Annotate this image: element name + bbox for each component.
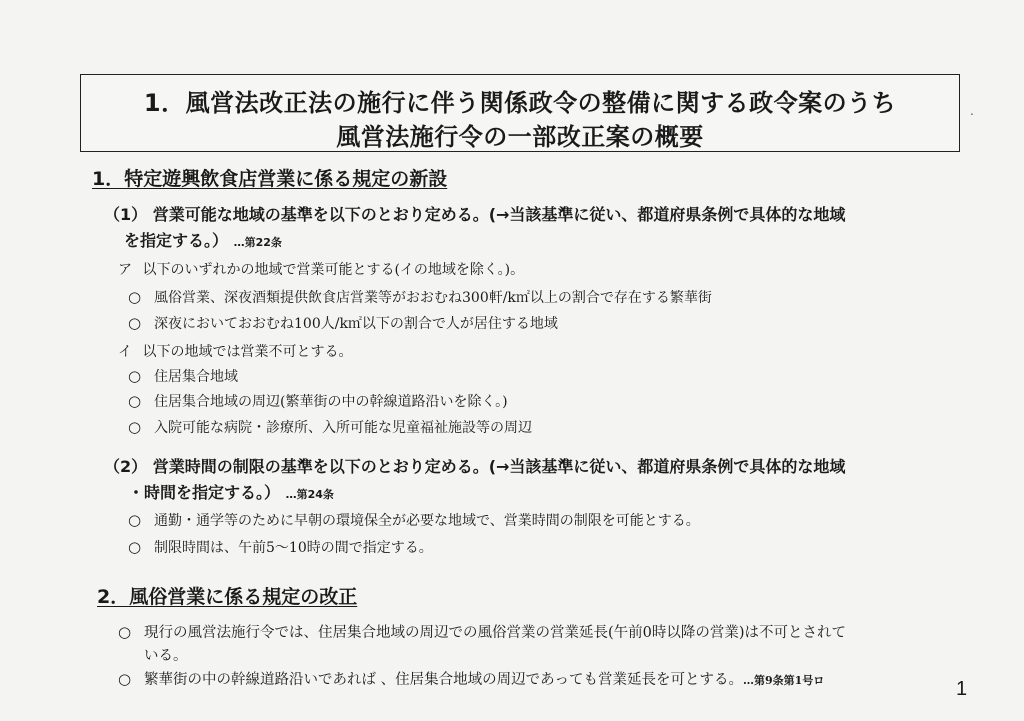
list-item [128,537,433,557]
item1-i-text [118,341,352,361]
title-line-2: 風営法施行令の一部改正案の概要 [336,123,704,151]
section2-reference: …第9条第1号ロ [742,674,825,687]
page-number: 1 [956,678,968,700]
title-box [80,74,960,152]
item1-a-text [118,259,524,279]
item1-reference: …第22条 [233,236,282,249]
list-item-text: 深夜においておおむね100人/k㎡以下の割合で人が居住する地域 [154,316,558,332]
bullet-circle-icon: ○ [128,538,142,556]
bullet-circle-icon: ○ [128,314,142,332]
list-item [118,668,824,689]
list-item-continuation: いる。 [144,648,188,664]
bullet-circle-icon: ○ [128,418,142,436]
section2-heading: 2．風俗営業に係る規定の改正 [97,586,358,608]
list-item-text: 現行の風営法施行令では、住居集合地域の周辺での風俗営業の営業延長(午前0時以降の営業)は不可とされて [144,625,847,641]
list-item [128,366,238,386]
list-item-text: 通勤・通学等のために早朝の環境保全が必要な地域で、営業時間の制限を可能とする。 [154,513,700,529]
list-item-text: 制限時間は、午前5〜10時の間で指定する。 [154,540,433,556]
list-item [128,510,700,530]
list-item [128,313,558,333]
bullet-circle-icon: ○ [118,623,132,641]
section1-heading: 1．特定遊興飲食店営業に係る規定の新設 [92,168,448,190]
list-item [128,417,532,437]
bullet-circle-icon: ○ [128,392,142,410]
title-mark: . [970,104,974,118]
item2-line1: （2） 営業時間の制限の基準を以下のとおり定める。(→当該基準に従い、都道府県条例で具体的な地域 [104,457,846,476]
list-item-text: 入院可能な病院・診療所、入所可能な児童福祉施設等の周辺 [154,420,532,436]
list-item [128,287,712,307]
item1-a-label: ア [118,262,132,278]
bullet-circle-icon: ○ [118,670,132,688]
bullet-circle-icon: ○ [128,511,142,529]
item2-line2 [128,480,334,503]
list-item-text: 住居集合地域の周辺(繁華街の中の幹線道路沿いを除く。) [154,394,508,410]
item1-line2 [124,228,282,251]
list-item [128,391,508,411]
item1-i-description: 以下の地域では営業不可とする。 [142,344,353,360]
item2-reference: …第24条 [285,488,334,501]
title-line-1: 1．風営法改正法の施行に伴う関係政令の整備に関する政令案のうち [143,89,897,117]
bullet-circle-icon: ○ [128,367,142,385]
list-item-text: 繁華街の中の幹線道路沿いであれば 、住居集合地域の周辺であっても営業延長を可とする。 [144,672,743,688]
item1-a-description: 以下のいずれかの地域で営業可能とする(イの地域を除く。)。 [142,262,525,278]
list-item-text: 住居集合地域 [154,369,238,385]
list-item-text: 風俗営業、深夜酒類提供飲食店営業等がおおむね300軒/k㎡以上の割合で存在する繁華街 [154,290,712,306]
list-item [118,621,846,642]
item2-line2-text: ・時間を指定する。） [128,483,281,502]
bullet-circle-icon: ○ [128,288,142,306]
item1-line1: （1） 営業可能な地域の基準を以下のとおり定める。(→当該基準に従い、都道府県条例で具体的な地域 [104,205,846,224]
item1-line2-text: を指定する。） [124,231,229,250]
item1-i-label: イ [118,344,132,360]
